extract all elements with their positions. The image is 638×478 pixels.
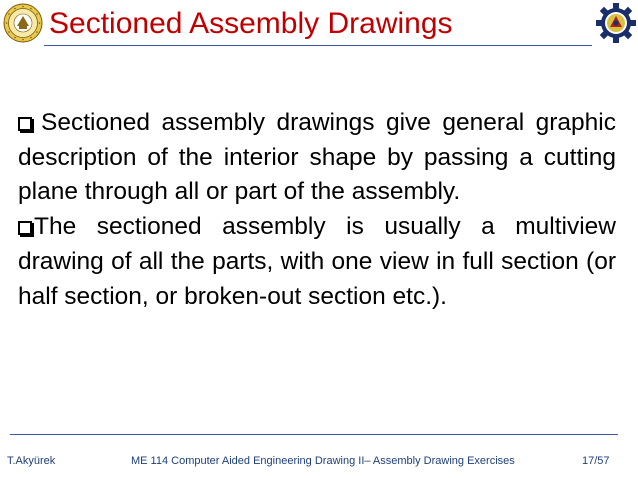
bullet-text-1: Sectioned assembly drawings give general graphic description of the interior shape by passing a cutting plane through all or part of the assembly. bbox=[18, 109, 616, 206]
bullet-text-2: The sectioned assembly is usually a multiview drawing of all the parts, with one view in full section (or half section, or broken-out section etc.). bbox=[18, 213, 616, 310]
footer-divider bbox=[10, 434, 618, 435]
footer-course: ME 114 Computer Aided Engineering Drawing II– Assembly Drawing Exercises bbox=[131, 455, 515, 467]
slide-title: Sectioned Assembly Drawings bbox=[49, 7, 453, 40]
university-seal-icon bbox=[3, 3, 43, 43]
gear-logo-icon bbox=[596, 3, 636, 43]
title-divider bbox=[44, 45, 592, 46]
checkbox-square-icon bbox=[18, 117, 32, 131]
footer-page-number: 17/57 bbox=[582, 455, 610, 467]
slide-body bbox=[18, 106, 616, 314]
footer-author: T.Akyürek bbox=[7, 455, 56, 467]
checkbox-square-icon bbox=[18, 221, 32, 235]
bullet-paragraph-1 bbox=[18, 106, 616, 210]
bullet-paragraph-2 bbox=[18, 210, 616, 314]
